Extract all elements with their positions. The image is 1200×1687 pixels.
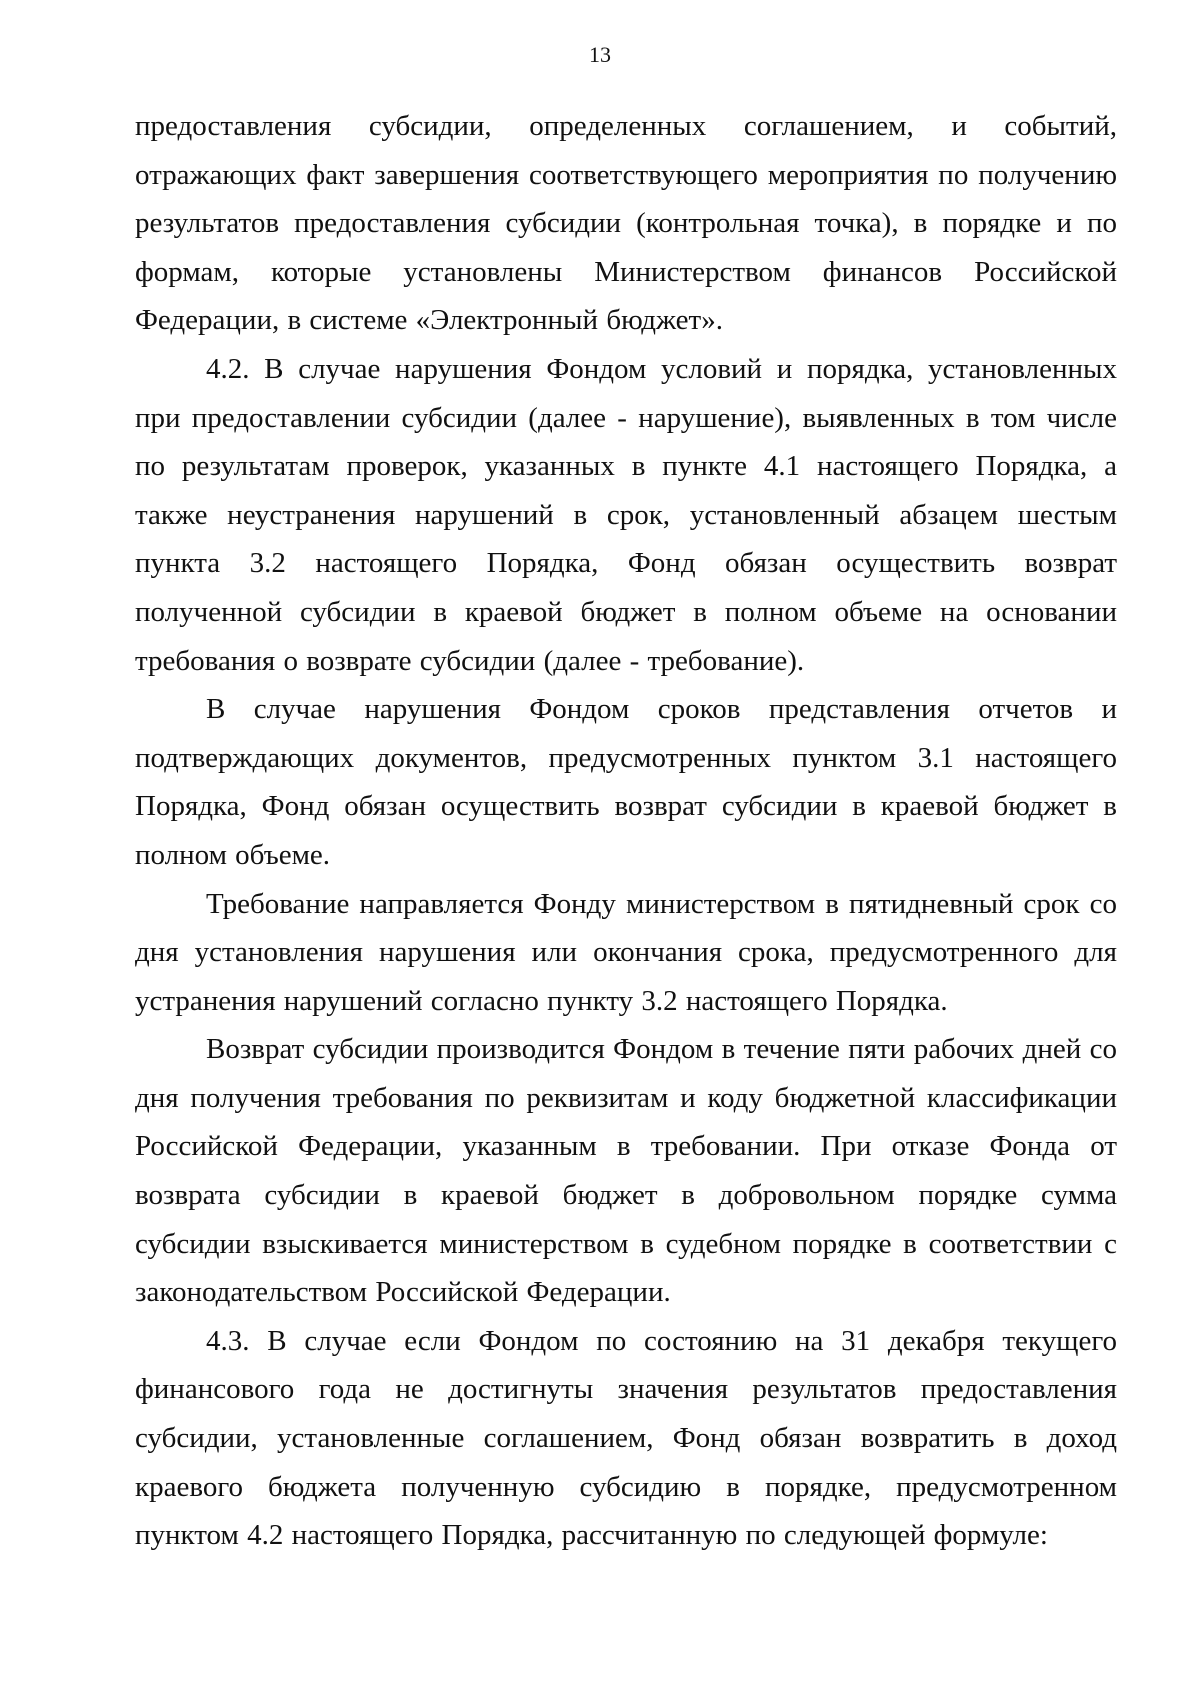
paragraph-subsidy-reporting: предоставления субсидии, определенных соглашением, и событий, отражающих факт завершения соответствующего мероприятия по получению результатов предоставления субсидии (контрольная точка), в порядке и по формам, которые установлены Министерством финансов Российской Федерации, в системе «Электронный бюджет». (135, 110, 1117, 337)
paragraph-4-3-results-not-achieved: 4.3. В случае если Фондом по состоянию на 31 декабря текущего финансового года не достигнуты значения результатов предоставления субсидии, установленные соглашением, Фонд обязан возвратить в доход краевого бюджета полученную субсидию в порядке, предусмотренном пунктом 4.2 настоящего Порядка, рассчитанную по следующей формуле: (135, 1324, 1117, 1552)
paragraph-requirement-sending: Требование направляется Фонду министерством в пятидневный срок со дня установления нарушения или окончания срока, предусмотренного для устранения нарушений согласно пункту 3.2 настоящего Порядка. (135, 887, 1117, 1017)
document-body (135, 102, 1117, 1560)
paragraph-subsidy-return-procedure: Возврат субсидии производится Фондом в течение пяти рабочих дней со дня получения требования по реквизитам и коду бюджетной классификации Российской Федерации, указанным в требовании. При отказе Фонда от возврата субсидии в краевой бюджет в добровольном порядке сумма субсидии взыскивается министерством в судебном порядке в соответствии с законодательством Российской Федерации. (135, 1033, 1117, 1309)
paragraph-4-2-violation-return: 4.2. В случае нарушения Фондом условий и порядка, установленных при предоставлении субсидии (далее - нарушение), выявленных в том числе по результатам проверок, указанных в пункте 4.1 настоящего Порядка, а также неустранения нарушений в срок, установленный абзацем шестым пункта 3.2 настоящего Порядка, Фонд обязан осуществить возврат полученной субсидии в краевой бюджет в полном объеме на основании требования о возврате субсидии (далее - требование). (135, 352, 1117, 677)
paragraph-report-deadline-violation: В случае нарушения Фондом сроков представления отчетов и подтверждающих документов, предусмотренных пунктом 3.1 настоящего Порядка, Фонд обязан осуществить возврат субсидии в краевой бюджет в полном объеме. (135, 693, 1117, 871)
page-number: 13 (589, 42, 611, 67)
